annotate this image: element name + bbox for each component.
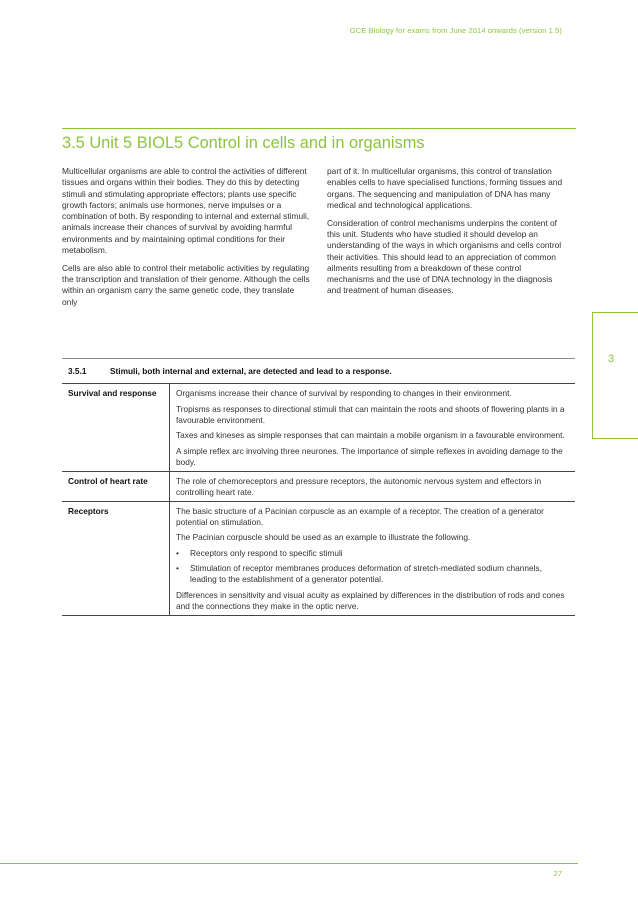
table-row — [62, 471, 575, 501]
table-heading-row — [62, 359, 575, 384]
intro-column-left — [62, 166, 310, 315]
intro-column-right — [327, 166, 567, 303]
section-tab — [592, 312, 638, 439]
intro-paragraph: Multicellular organisms are able to control the activities of different tissues and organs within their bodies. They do this by detecting stimuli and stimulating appropriate effectors; plants use specific growth factors; animals use hormones, nerve impulses or a combination of both. By responding to internal and external stimuli, animals increase their chances of survival by avoiding harmful environments and by maintaining optimal conditions for their metabolism. — [62, 166, 310, 256]
content-paragraph: The role of chemoreceptors and pressure receptors, the autonomic nervous system and effectors in controlling heart rate. — [176, 475, 542, 497]
bullet-list — [176, 548, 569, 586]
bullet-item: • Receptors only respond to specific stimuli — [176, 548, 569, 559]
content-cell — [170, 471, 576, 501]
table-row — [62, 384, 575, 472]
intro-paragraph: Consideration of control mechanisms underpins the content of this unit. Students who have studied it should develop an understanding of the ways in which organisms and cells control their activities. This should lead to an appreciation of common ailments resulting from a breakdown of these control mechanisms and the use of DNA technology in the diagnosis and treatment of human diseases. — [327, 217, 562, 296]
table-section-number: 3.5.1 — [68, 366, 87, 376]
content-paragraph: Tropisms as responses to directional stimuli that can maintain the roots and shoots of flowering plants in a favourable environment. — [176, 403, 565, 425]
footer-rule — [0, 863, 578, 864]
title-rule — [62, 128, 576, 129]
table-row — [62, 501, 575, 615]
content-paragraph: The basic structure of a Pacinian corpuscle as an example of a receptor. The creation of a generator potential on stimulation. — [176, 505, 544, 527]
table-heading — [62, 359, 575, 384]
specification-table — [62, 358, 575, 616]
content-paragraph: Differences in sensitivity and visual acuity as explained by differences in the distribution of rods and cones and the connections they make in the optic nerve. — [176, 589, 565, 611]
running-header: GCE Biology for exams from June 2014 onwards (version 1.5) — [349, 26, 562, 35]
page-number: 27 — [553, 869, 562, 878]
intro-paragraph: part of it. In multicellular organisms, this control of translation enables cells to have specialised functions, forming tissues and organs. The sequencing and manipulation of DNA has many medical and technological applications. — [327, 166, 563, 210]
topic-cell: Receptors — [62, 501, 170, 615]
topic-cell: Control of heart rate — [62, 471, 170, 501]
intro-paragraph: Cells are also able to control their metabolic activities by regulating the transcription and translation of their genome. Although the cells within an organism carry the same genetic code, they translate only — [62, 262, 310, 307]
topic-cell: Survival and response — [62, 384, 170, 472]
content-cell — [170, 384, 576, 472]
table-heading-text: Stimuli, both internal and external, are detected and lead to a response. — [110, 366, 392, 376]
bullet-item: • Stimulation of receptor membranes produces deformation of stretch-mediated sodium channels, leading to the establishment of a generator potential. — [176, 563, 569, 585]
content-paragraph: Organisms increase their chance of survival by responding to changes in their environment. — [176, 388, 512, 398]
content-paragraph: Taxes and kineses as simple responses that can maintain a mobile organism in a favourable environment. — [176, 430, 565, 440]
section-title: 3.5 Unit 5 BIOL5 Control in cells and in organisms — [62, 134, 425, 152]
content-paragraph: A simple reflex arc involving three neurones. The importance of simple reflexes in avoiding damage to the body. — [176, 445, 563, 467]
content-cell — [170, 501, 576, 615]
content-paragraph: The Pacinian corpuscle should be used as an example to illustrate the following. — [176, 532, 471, 542]
section-tab-number: 3 — [608, 353, 615, 365]
